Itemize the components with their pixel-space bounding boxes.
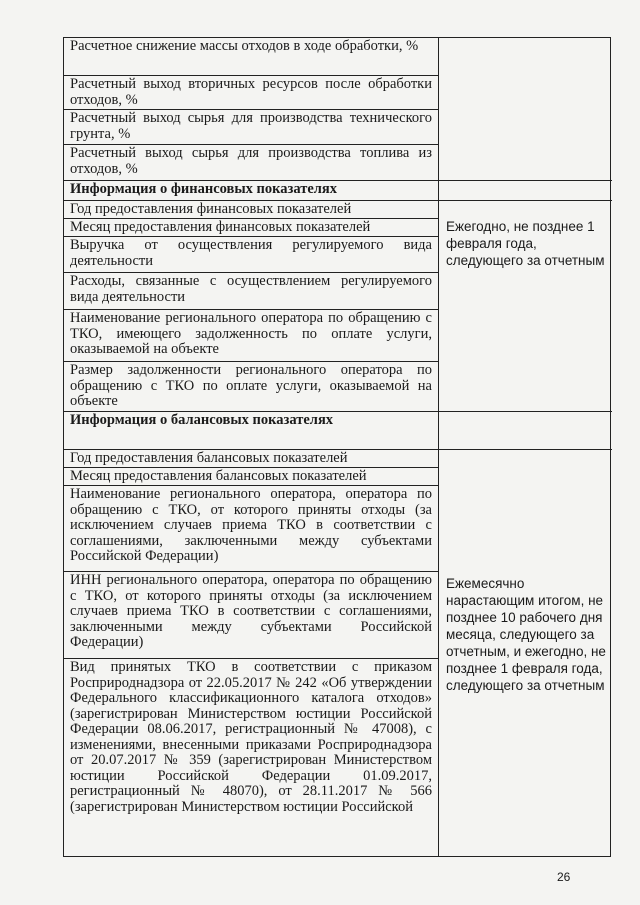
table-row [64, 144, 438, 180]
row-divider [438, 449, 612, 450]
row-label: Размер задолженности регионального оператора по обращению с ТКО по оплате услуги, оказываемой на объекте [70, 362, 432, 409]
row-label: Наименование регионального оператора, оператора по обращению с ТКО, от которого приняты отходы (за исключением случаев приема ТКО в соответствии с соглашениями, заключенными между субъектами Российской Федерации) [70, 486, 432, 564]
section-heading-text: Информация о финансовых показателях [70, 181, 338, 197]
table-row [64, 200, 438, 218]
indicators-table [63, 37, 611, 857]
balance-deadline-note: Ежемесячно нарастающим итогом, не позднее 10 рабочего дня месяца, следующего за отчетным, и ежегодно, не позднее 1 февраля года, следующего за отчетным [446, 576, 606, 693]
section-heading-balance [64, 411, 612, 449]
table-row [64, 75, 438, 109]
row-label: Расчетный выход сырья для производства топлива из отходов, % [70, 145, 432, 177]
row-label: Расчетный выход вторичных ресурсов после обработки отходов, % [70, 76, 432, 108]
row-label: ИНН регионального оператора, оператора по обращению с ТКО, от которого приняты отходы (за исключением случаев приема ТКО в соответствии с соглашениями, заключенными между субъектами Российской Федерации) [70, 572, 432, 650]
row-label: Расчетное снижение массы отходов в ходе обработки, % [70, 38, 419, 54]
table-row [64, 309, 438, 361]
row-label: Наименование регионального оператора по обращению с ТКО, имеющего задолженность по оплате услуги, оказываемой на объекте [70, 310, 432, 357]
financial-deadline-note: Ежегодно, не позднее 1 февраля года, следующего за отчетным [446, 219, 605, 268]
row-label: Расчетный выход сырья для производства технического грунта, % [70, 110, 432, 142]
table-row [64, 658, 438, 856]
table-row [64, 467, 438, 485]
table-row [64, 272, 438, 309]
row-label: Расходы, связанные с осуществлением регулируемого вида деятельности [70, 273, 432, 305]
table-row [64, 218, 438, 236]
row-label: Выручка от осуществления регулируемого вида деятельности [70, 237, 432, 269]
table-row [64, 449, 438, 467]
table-row [64, 571, 438, 658]
table-row [64, 236, 438, 272]
section-heading-financial [64, 180, 612, 200]
section-heading-text: Информация о балансовых показателях [70, 412, 334, 428]
row-divider [438, 200, 612, 201]
table-row [64, 485, 438, 571]
row-label: Год предоставления балансовых показателей [70, 450, 348, 466]
page-number: 26 [557, 870, 571, 884]
row-label: Месяц предоставления балансовых показателей [70, 468, 367, 484]
table-row [64, 361, 438, 411]
table-row [64, 38, 438, 75]
table-row [64, 109, 438, 144]
row-label: Год предоставления финансовых показателей [70, 201, 352, 217]
row-label: Месяц предоставления финансовых показателей [70, 219, 371, 235]
row-label: Вид принятых ТКО в соответствии с приказом Росприроднадзора от 22.05.2017 № 242 «Об утверждении Федерального классификационного каталога отходов» (зарегистрирован Министерством юстиции Российской Федерации 08.06.2017, регистрационный № 47008), с изменениями, внесенными приказами Росприроднадзора от 20.07.2017 № 359 (зарегистрирован Министерством юстиции Российской Федерации 01.09.2017, регистрационный № 48070), от 28.11.2017 № 566 (зарегистрирован Министерством юстиции Российской [70, 659, 432, 815]
